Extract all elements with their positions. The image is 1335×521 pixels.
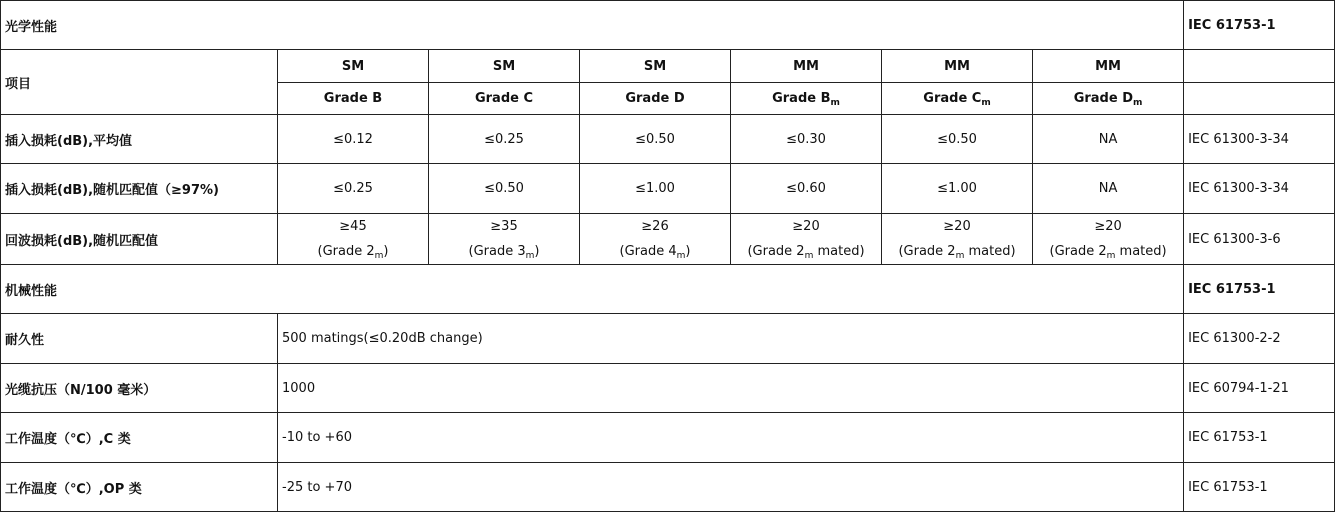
mechanical-section-title: 机械性能 <box>1 265 1184 314</box>
fiber-type-header-row <box>1 50 1335 83</box>
value-cell: ≤0.30 <box>731 115 882 164</box>
standard-cell: IEC 60794-1-21 <box>1184 364 1335 413</box>
grade-subscript: m <box>830 98 840 108</box>
table-row <box>1 413 1335 463</box>
grade-text: Grade B <box>772 91 831 106</box>
grade-text: Grade D <box>1073 91 1133 106</box>
fiber-type-cell: SM <box>278 50 429 83</box>
fiber-type-cell: SM <box>429 50 580 83</box>
grade-cell <box>278 83 429 115</box>
grade-text: Grade C <box>474 91 534 106</box>
value-cell <box>429 214 580 265</box>
return-loss-grade <box>886 239 1028 264</box>
grade-cell <box>731 83 882 115</box>
grade-subscript: m <box>676 251 686 261</box>
value-cell: ≤0.50 <box>580 115 731 164</box>
value-cell: NA <box>1033 164 1184 214</box>
return-loss-value: ≥35 <box>490 219 518 234</box>
value-cell <box>731 214 882 265</box>
row-label: 耐久性 <box>1 314 278 364</box>
grade-subscript: m <box>955 251 965 261</box>
grade-note-suffix: mated) <box>813 244 865 259</box>
grade-note-text: (Grade 2 <box>317 244 375 259</box>
row-label: 工作温度（℃）,C 类 <box>1 413 278 463</box>
value-cell: -25 to +70 <box>278 463 1184 512</box>
grade-note-text: (Grade 2 <box>1049 244 1107 259</box>
table-row <box>1 314 1335 364</box>
grade-cell <box>429 83 580 115</box>
standard-cell: IEC 61753-1 <box>1184 463 1335 512</box>
value-cell: ≤0.25 <box>429 115 580 164</box>
grade-text: Grade B <box>323 91 383 106</box>
table-row <box>1 463 1335 512</box>
grade-subscript: m <box>804 251 814 261</box>
return-loss-value: ≥45 <box>339 219 367 234</box>
return-loss-grade <box>433 239 575 264</box>
table-row <box>1 214 1335 265</box>
row-label: 插入损耗(dB),平均值 <box>1 115 278 164</box>
grade-note-suffix: ) <box>383 244 389 259</box>
return-loss-value: ≥20 <box>1094 219 1122 234</box>
value-cell: -10 to +60 <box>278 413 1184 463</box>
standard-cell: IEC 61300-3-34 <box>1184 115 1335 164</box>
return-loss-grade <box>584 239 726 264</box>
grade-text: Grade C <box>923 91 982 106</box>
value-cell <box>1033 214 1184 265</box>
empty-cell <box>1184 83 1335 115</box>
value-cell: ≤0.50 <box>882 115 1033 164</box>
grade-text: Grade D <box>625 91 685 106</box>
table-row <box>1 364 1335 413</box>
row-label: 工作温度（℃）,OP 类 <box>1 463 278 512</box>
grade-cell <box>882 83 1033 115</box>
value-cell: ≤0.12 <box>278 115 429 164</box>
grade-note-suffix: ) <box>685 244 691 259</box>
grade-note-text: (Grade 2 <box>747 244 805 259</box>
fiber-type-cell: SM <box>580 50 731 83</box>
return-loss-grade <box>735 239 877 264</box>
value-cell: ≤1.00 <box>882 164 1033 214</box>
value-cell: ≤1.00 <box>580 164 731 214</box>
grade-cell <box>580 83 731 115</box>
mechanical-section-standard: IEC 61753-1 <box>1184 265 1335 314</box>
grade-note-text: (Grade 2 <box>898 244 956 259</box>
standard-cell: IEC 61300-3-34 <box>1184 164 1335 214</box>
return-loss-value: ≥20 <box>792 219 820 234</box>
empty-cell <box>1184 50 1335 83</box>
value-cell: 500 matings(≤0.20dB change) <box>278 314 1184 364</box>
fiber-type-cell: MM <box>1033 50 1184 83</box>
grade-note-suffix: mated) <box>1115 244 1167 259</box>
value-cell: ≤0.25 <box>278 164 429 214</box>
grade-subscript: m <box>525 251 535 261</box>
return-loss-value: ≥20 <box>943 219 971 234</box>
value-cell: 1000 <box>278 364 1184 413</box>
optical-section-standard: IEC 61753-1 <box>1184 1 1335 50</box>
fiber-type-cell: MM <box>731 50 882 83</box>
return-loss-grade <box>282 239 424 264</box>
grade-subscript: m <box>981 98 991 108</box>
item-label: 项目 <box>1 50 278 115</box>
value-cell: NA <box>1033 115 1184 164</box>
value-cell <box>580 214 731 265</box>
grade-subscript: m <box>1106 251 1116 261</box>
grade-note-text: (Grade 3 <box>468 244 526 259</box>
grade-note-suffix: mated) <box>964 244 1016 259</box>
grade-note-suffix: ) <box>534 244 540 259</box>
standard-cell: IEC 61300-2-2 <box>1184 314 1335 364</box>
table-row <box>1 115 1335 164</box>
mechanical-section-header-row <box>1 265 1335 314</box>
return-loss-value: ≥26 <box>641 219 669 234</box>
grade-subscript: m <box>374 251 384 261</box>
row-label: 插入损耗(dB),随机匹配值（≥97%) <box>1 164 278 214</box>
value-cell <box>882 214 1033 265</box>
value-cell: ≤0.60 <box>731 164 882 214</box>
value-cell <box>278 214 429 265</box>
row-label: 回波损耗(dB),随机匹配值 <box>1 214 278 265</box>
value-cell: ≤0.50 <box>429 164 580 214</box>
standard-cell: IEC 61300-3-6 <box>1184 214 1335 265</box>
return-loss-grade <box>1037 239 1179 264</box>
grade-subscript: m <box>1133 98 1143 108</box>
table-row <box>1 164 1335 214</box>
grade-cell <box>1033 83 1184 115</box>
standard-cell: IEC 61753-1 <box>1184 413 1335 463</box>
fiber-type-cell: MM <box>882 50 1033 83</box>
row-label: 光缆抗压（N/100 毫米） <box>1 364 278 413</box>
optical-section-title: 光学性能 <box>1 1 1184 50</box>
optical-section-header-row <box>1 1 1335 50</box>
grade-note-text: (Grade 4 <box>619 244 677 259</box>
